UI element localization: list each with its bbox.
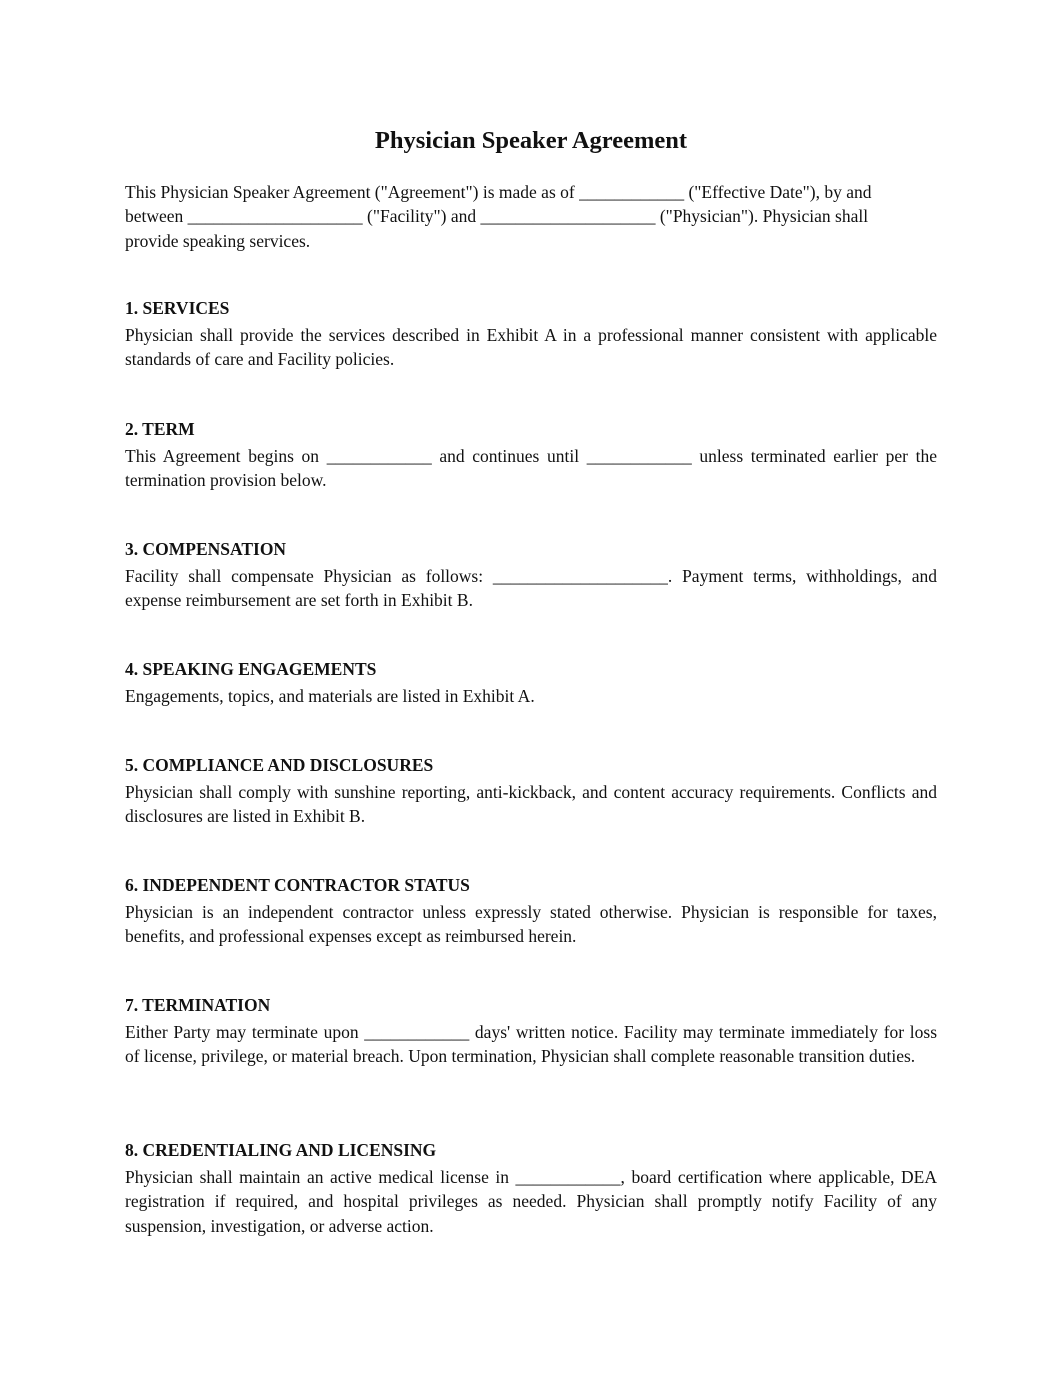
section-services bbox=[125, 296, 937, 372]
section-heading: 2. TERM bbox=[125, 419, 195, 439]
section-heading: 1. SERVICES bbox=[125, 298, 230, 318]
section-compliance-and-disclosures bbox=[125, 753, 937, 829]
section-body: Engagements, topics, and materials are listed in Exhibit A. bbox=[125, 686, 535, 706]
section-credentialing-and-licensing bbox=[125, 1138, 937, 1238]
section-termination bbox=[125, 993, 937, 1069]
section-body: This Agreement begins on ____________ and continues until ____________ unless terminated earlier per the termination provision below. bbox=[125, 446, 937, 491]
section-body: Physician shall comply with sunshine reporting, anti-kickback, and content accuracy requirements. Conflicts and disclosures are listed in Exhibit B. bbox=[125, 782, 937, 827]
document-title: Physician Speaker Agreement bbox=[374, 127, 688, 154]
section-heading: 6. INDEPENDENT CONTRACTOR STATUS bbox=[125, 875, 470, 895]
section-heading: 8. CREDENTIALING AND LICENSING bbox=[125, 1140, 437, 1160]
section-term bbox=[125, 417, 937, 493]
section-body: Facility shall compensate Physician as follows: ____________________. Payment terms, withholdings, and expense reimbursement are set forth in Exhibit B. bbox=[125, 566, 937, 611]
section-body: Either Party may terminate upon ____________ days' written notice. Facility may terminate immediately for loss of license, privilege, or material breach. Upon termination, Physician shall complete reasonable transition duties. bbox=[125, 1022, 937, 1067]
section-body: Physician shall maintain an active medical license in ____________, board certification where applicable, DEA registration if required, and hospital privileges as needed. Physician shall promptly notify Facility of any suspension, investigation, or adverse action. bbox=[125, 1167, 937, 1236]
section-independent-contractor-status bbox=[125, 873, 937, 949]
section-speaking-engagements bbox=[125, 657, 937, 708]
section-body: Physician is an independent contractor unless expressly stated otherwise. Physician is responsible for taxes, benefits, and professional expenses except as reimbursed herein. bbox=[125, 902, 937, 947]
intro-paragraph: This Physician Speaker Agreement ("Agreement") is made as of ____________ ("Effective Date"), by and between ____________________ ("Facility") and ____________________ ("Physician"). Physician shall provide speaking services. bbox=[125, 182, 872, 251]
section-heading: 4. SPEAKING ENGAGEMENTS bbox=[125, 659, 377, 679]
section-body: Physician shall provide the services described in Exhibit A in a professional manner consistent with applicable standards of care and Facility policies. bbox=[125, 325, 937, 370]
section-heading: 7. TERMINATION bbox=[125, 995, 271, 1015]
section-heading: 3. COMPENSATION bbox=[125, 539, 287, 559]
section-compensation bbox=[125, 537, 937, 613]
section-heading: 5. COMPLIANCE AND DISCLOSURES bbox=[125, 755, 434, 775]
